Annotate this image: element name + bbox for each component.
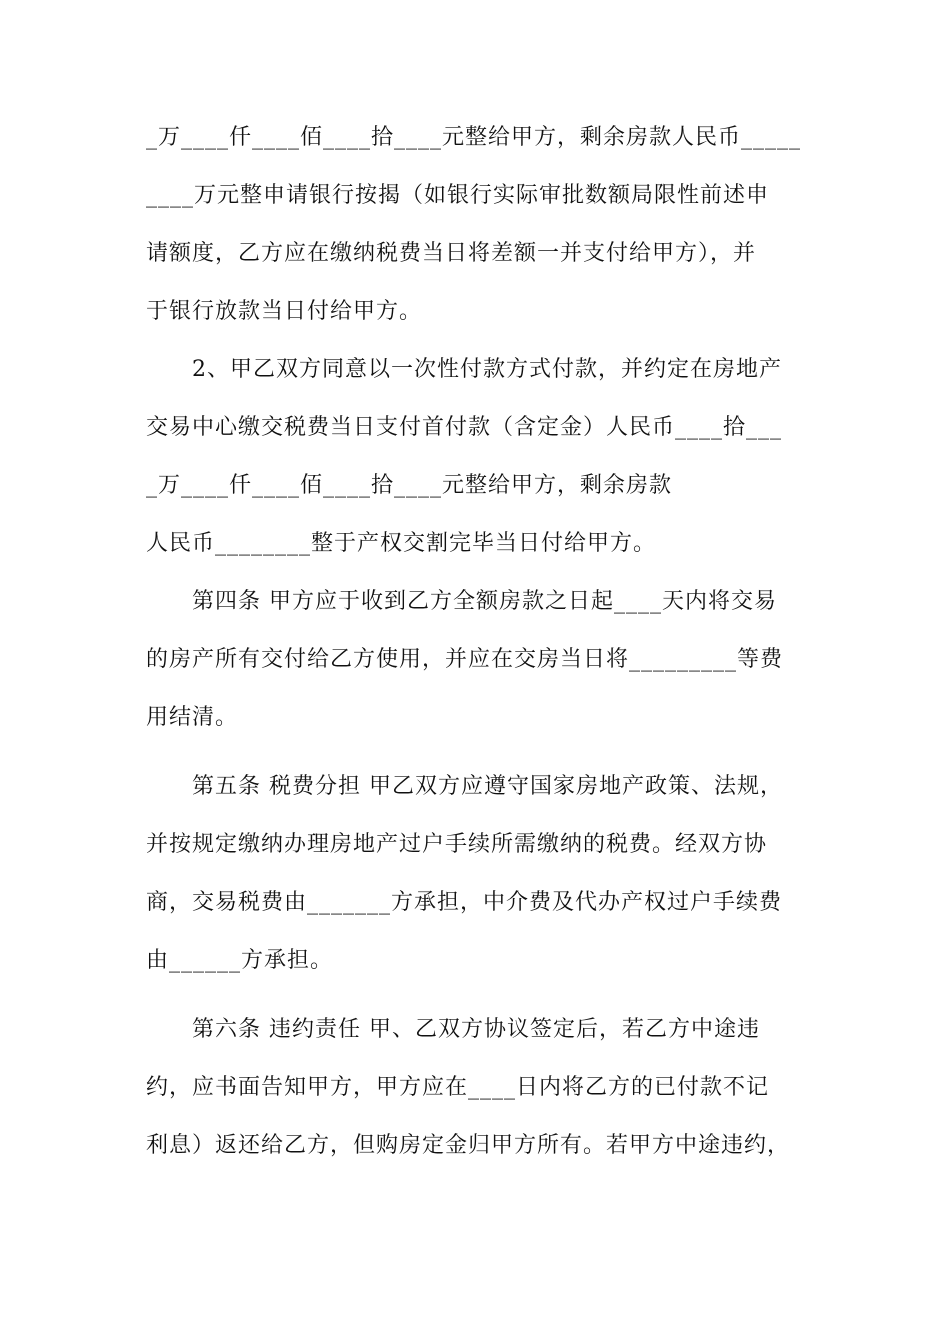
- text-line: 2、甲乙双方同意以一次性付款方式付款，并约定在房地产: [192, 357, 782, 382]
- text-line: 第四条 甲方应于收到乙方全额房款之日起____天内将交易: [192, 589, 777, 614]
- text-line: 于银行放款当日付给甲方。: [146, 299, 423, 324]
- text-line: _万____仟____佰____拾____元整给甲方，剩余房款人民币_____: [146, 125, 802, 150]
- text-line: 交易中心缴交税费当日支付首付款（含定金）人民币____拾___: [146, 415, 783, 440]
- text-line: 用结清。: [146, 705, 239, 730]
- text-line: 并按规定缴纳办理房地产过户手续所需缴纳的税费。经双方协: [146, 832, 768, 857]
- text-line: 请额度，乙方应在缴纳税费当日将差额一并支付给甲方），并: [146, 241, 757, 266]
- text-line: 的房产所有交付给乙方使用，并应在交房当日将_________等费: [146, 647, 784, 672]
- text-line: 由______方承担。: [146, 948, 334, 973]
- text-line: 第五条 税费分担 甲乙双方应遵守国家房地产政策、法规，: [192, 774, 783, 799]
- text-line: ____万元整申请银行按揭（如银行实际审批数额局限性前述申: [146, 183, 770, 208]
- text-line: 约，应书面告知甲方，甲方应在____日内将乙方的已付款不记: [146, 1075, 770, 1100]
- text-line: 利息）返还给乙方，但购房定金归甲方所有。若甲方中途违约，: [146, 1133, 791, 1158]
- text-line: 商，交易税费由_______方承担，中介费及代办产权过户手续费: [146, 890, 783, 915]
- text-line: 第六条 违约责任 甲、乙双方协议签定后，若乙方中途违: [192, 1017, 760, 1042]
- text-line: 人民币________整于产权交割完毕当日付给甲方。: [146, 531, 657, 556]
- text-line: _万____仟____佰____拾____元整给甲方，剩余房款: [146, 473, 673, 498]
